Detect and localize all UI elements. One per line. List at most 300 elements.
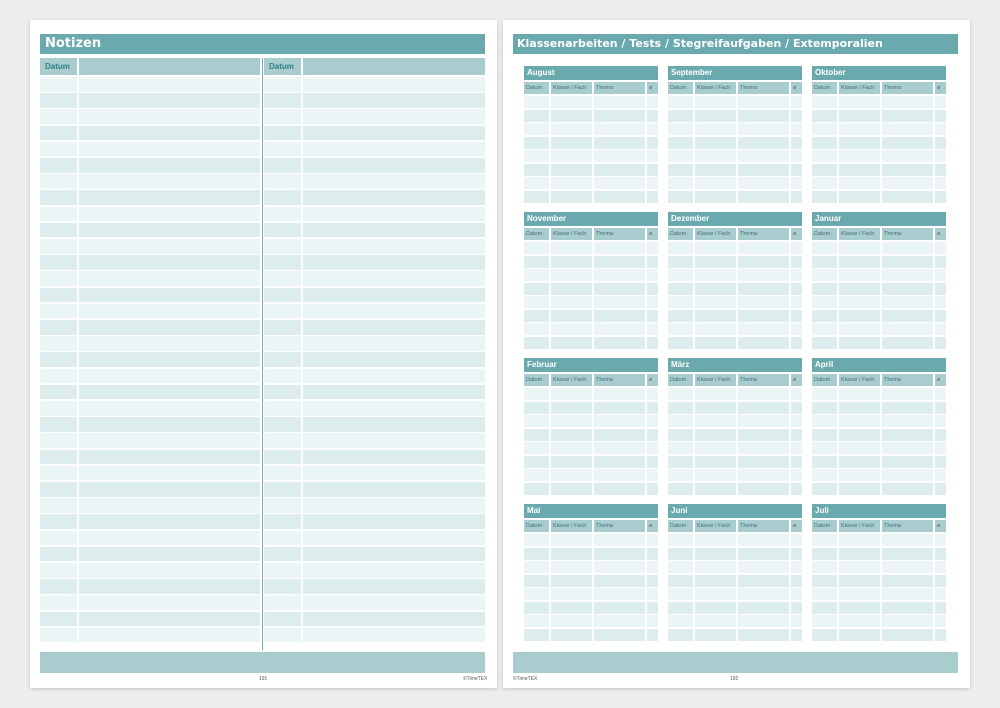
notes-line[interactable] (264, 498, 301, 513)
month-cell[interactable] (738, 456, 789, 468)
month-cell[interactable] (882, 575, 933, 587)
month-cell[interactable] (668, 310, 693, 322)
month-cell[interactable] (524, 242, 549, 254)
month-cell[interactable] (647, 337, 658, 349)
notes-line[interactable] (303, 336, 485, 351)
notes-line[interactable] (40, 158, 77, 173)
month-cell[interactable] (647, 323, 658, 335)
month-cell[interactable] (738, 483, 789, 495)
month-cell[interactable] (812, 402, 837, 414)
month-cell[interactable] (594, 388, 645, 400)
month-cell[interactable] (647, 164, 658, 176)
notes-line[interactable] (40, 190, 77, 205)
month-cell[interactable] (647, 429, 658, 441)
month-cell[interactable] (647, 150, 658, 162)
month-cell[interactable] (738, 137, 789, 149)
month-cell[interactable] (594, 548, 645, 560)
notes-line[interactable] (79, 239, 260, 254)
month-cell[interactable] (551, 388, 592, 400)
month-cell[interactable] (882, 534, 933, 546)
month-cell[interactable] (524, 629, 549, 641)
notes-line[interactable] (40, 498, 77, 513)
notes-line[interactable] (264, 126, 301, 141)
notes-line[interactable] (40, 207, 77, 222)
month-cell[interactable] (882, 548, 933, 560)
month-cell[interactable] (594, 96, 645, 108)
month-cell[interactable] (935, 323, 946, 335)
month-cell[interactable] (839, 150, 880, 162)
month-cell[interactable] (647, 110, 658, 122)
month-cell[interactable] (738, 310, 789, 322)
month-cell[interactable] (882, 561, 933, 573)
month-cell[interactable] (594, 429, 645, 441)
month-cell[interactable] (524, 137, 549, 149)
month-cell[interactable] (524, 534, 549, 546)
month-cell[interactable] (738, 191, 789, 203)
month-cell[interactable] (551, 177, 592, 189)
notes-line[interactable] (303, 466, 485, 481)
month-cell[interactable] (839, 442, 880, 454)
month-cell[interactable] (695, 615, 736, 627)
month-cell[interactable] (695, 388, 736, 400)
month-cell[interactable] (668, 548, 693, 560)
notes-line[interactable] (40, 579, 77, 594)
notes-line[interactable] (79, 369, 260, 384)
month-cell[interactable] (839, 123, 880, 135)
month-cell[interactable] (839, 164, 880, 176)
month-cell[interactable] (935, 150, 946, 162)
month-cell[interactable] (668, 164, 693, 176)
month-cell[interactable] (812, 164, 837, 176)
notes-line[interactable] (303, 271, 485, 286)
month-cell[interactable] (935, 283, 946, 295)
notes-line[interactable] (264, 239, 301, 254)
month-cell[interactable] (812, 575, 837, 587)
month-cell[interactable] (695, 123, 736, 135)
month-cell[interactable] (594, 469, 645, 481)
month-cell[interactable] (812, 534, 837, 546)
month-cell[interactable] (812, 561, 837, 573)
month-cell[interactable] (524, 588, 549, 600)
month-cell[interactable] (791, 469, 802, 481)
notes-line[interactable] (79, 401, 260, 416)
month-cell[interactable] (695, 456, 736, 468)
notes-line[interactable] (303, 433, 485, 448)
month-cell[interactable] (791, 588, 802, 600)
month-cell[interactable] (551, 310, 592, 322)
month-cell[interactable] (647, 177, 658, 189)
month-cell[interactable] (695, 323, 736, 335)
month-cell[interactable] (695, 534, 736, 546)
notes-line[interactable] (40, 482, 77, 497)
month-cell[interactable] (935, 310, 946, 322)
month-cell[interactable] (935, 429, 946, 441)
month-cell[interactable] (882, 123, 933, 135)
notes-line[interactable] (40, 288, 77, 303)
month-cell[interactable] (668, 177, 693, 189)
month-cell[interactable] (738, 588, 789, 600)
notes-line[interactable] (303, 628, 485, 643)
month-cell[interactable] (812, 615, 837, 627)
notes-line[interactable] (40, 531, 77, 546)
notes-line[interactable] (79, 142, 260, 157)
month-cell[interactable] (668, 429, 693, 441)
notes-line[interactable] (79, 466, 260, 481)
month-cell[interactable] (812, 415, 837, 427)
month-cell[interactable] (524, 256, 549, 268)
month-cell[interactable] (668, 402, 693, 414)
month-cell[interactable] (524, 402, 549, 414)
month-cell[interactable] (839, 456, 880, 468)
month-cell[interactable] (935, 337, 946, 349)
notes-line[interactable] (264, 77, 301, 92)
month-cell[interactable] (791, 602, 802, 614)
month-cell[interactable] (935, 123, 946, 135)
month-cell[interactable] (551, 296, 592, 308)
month-cell[interactable] (935, 256, 946, 268)
notes-line[interactable] (303, 288, 485, 303)
month-cell[interactable] (551, 483, 592, 495)
month-cell[interactable] (524, 442, 549, 454)
month-cell[interactable] (839, 191, 880, 203)
month-cell[interactable] (738, 548, 789, 560)
month-cell[interactable] (812, 123, 837, 135)
month-cell[interactable] (647, 191, 658, 203)
month-cell[interactable] (812, 150, 837, 162)
month-cell[interactable] (812, 483, 837, 495)
month-cell[interactable] (738, 561, 789, 573)
month-cell[interactable] (935, 456, 946, 468)
month-cell[interactable] (738, 256, 789, 268)
month-cell[interactable] (695, 296, 736, 308)
notes-line[interactable] (303, 547, 485, 562)
month-cell[interactable] (812, 602, 837, 614)
notes-line[interactable] (264, 109, 301, 124)
month-cell[interactable] (839, 429, 880, 441)
month-cell[interactable] (551, 469, 592, 481)
month-cell[interactable] (812, 137, 837, 149)
month-cell[interactable] (738, 575, 789, 587)
month-cell[interactable] (647, 561, 658, 573)
notes-line[interactable] (303, 612, 485, 627)
month-cell[interactable] (551, 534, 592, 546)
month-cell[interactable] (935, 402, 946, 414)
month-cell[interactable] (738, 442, 789, 454)
month-cell[interactable] (882, 629, 933, 641)
month-cell[interactable] (812, 469, 837, 481)
month-cell[interactable] (839, 242, 880, 254)
notes-line[interactable] (79, 304, 260, 319)
notes-line[interactable] (264, 288, 301, 303)
notes-line[interactable] (79, 93, 260, 108)
notes-line[interactable] (40, 109, 77, 124)
month-cell[interactable] (594, 150, 645, 162)
notes-line[interactable] (264, 482, 301, 497)
month-cell[interactable] (551, 256, 592, 268)
month-cell[interactable] (668, 269, 693, 281)
month-cell[interactable] (935, 534, 946, 546)
month-cell[interactable] (791, 534, 802, 546)
notes-line[interactable] (264, 352, 301, 367)
month-cell[interactable] (524, 456, 549, 468)
notes-line[interactable] (264, 579, 301, 594)
month-cell[interactable] (551, 456, 592, 468)
month-cell[interactable] (791, 310, 802, 322)
month-cell[interactable] (935, 548, 946, 560)
month-cell[interactable] (647, 629, 658, 641)
month-cell[interactable] (594, 177, 645, 189)
notes-line[interactable] (79, 109, 260, 124)
month-cell[interactable] (551, 96, 592, 108)
month-cell[interactable] (812, 456, 837, 468)
month-cell[interactable] (647, 548, 658, 560)
month-cell[interactable] (551, 602, 592, 614)
month-cell[interactable] (738, 296, 789, 308)
month-cell[interactable] (882, 456, 933, 468)
notes-line[interactable] (79, 498, 260, 513)
notes-line[interactable] (79, 223, 260, 238)
notes-line[interactable] (79, 271, 260, 286)
month-cell[interactable] (695, 602, 736, 614)
month-cell[interactable] (594, 483, 645, 495)
month-cell[interactable] (551, 442, 592, 454)
month-cell[interactable] (839, 283, 880, 295)
month-cell[interactable] (791, 337, 802, 349)
month-cell[interactable] (882, 164, 933, 176)
month-cell[interactable] (882, 137, 933, 149)
month-cell[interactable] (551, 123, 592, 135)
month-cell[interactable] (695, 483, 736, 495)
month-cell[interactable] (594, 191, 645, 203)
month-cell[interactable] (935, 164, 946, 176)
month-cell[interactable] (647, 242, 658, 254)
month-cell[interactable] (791, 442, 802, 454)
month-cell[interactable] (668, 283, 693, 295)
notes-line[interactable] (303, 158, 485, 173)
month-cell[interactable] (594, 442, 645, 454)
month-cell[interactable] (839, 402, 880, 414)
notes-line[interactable] (40, 385, 77, 400)
month-cell[interactable] (647, 483, 658, 495)
notes-line[interactable] (264, 336, 301, 351)
month-cell[interactable] (668, 534, 693, 546)
month-cell[interactable] (882, 429, 933, 441)
month-cell[interactable] (695, 150, 736, 162)
month-cell[interactable] (791, 483, 802, 495)
month-cell[interactable] (791, 137, 802, 149)
month-cell[interactable] (738, 388, 789, 400)
month-cell[interactable] (524, 429, 549, 441)
notes-line[interactable] (40, 547, 77, 562)
notes-line[interactable] (79, 563, 260, 578)
month-cell[interactable] (524, 415, 549, 427)
notes-line[interactable] (40, 514, 77, 529)
notes-line[interactable] (303, 174, 485, 189)
notes-line[interactable] (79, 417, 260, 432)
month-cell[interactable] (882, 323, 933, 335)
month-cell[interactable] (791, 242, 802, 254)
month-cell[interactable] (791, 548, 802, 560)
notes-line[interactable] (264, 304, 301, 319)
month-cell[interactable] (524, 269, 549, 281)
month-cell[interactable] (812, 310, 837, 322)
notes-line[interactable] (40, 417, 77, 432)
notes-line[interactable] (303, 239, 485, 254)
month-cell[interactable] (935, 177, 946, 189)
month-cell[interactable] (668, 150, 693, 162)
month-cell[interactable] (812, 269, 837, 281)
month-cell[interactable] (524, 283, 549, 295)
notes-line[interactable] (40, 77, 77, 92)
notes-line[interactable] (40, 433, 77, 448)
month-cell[interactable] (647, 269, 658, 281)
month-cell[interactable] (935, 296, 946, 308)
month-cell[interactable] (695, 337, 736, 349)
month-cell[interactable] (668, 296, 693, 308)
notes-line[interactable] (79, 190, 260, 205)
month-cell[interactable] (524, 561, 549, 573)
month-cell[interactable] (695, 164, 736, 176)
month-cell[interactable] (647, 96, 658, 108)
notes-line[interactable] (303, 450, 485, 465)
month-cell[interactable] (839, 96, 880, 108)
month-cell[interactable] (668, 123, 693, 135)
month-cell[interactable] (551, 415, 592, 427)
month-cell[interactable] (882, 191, 933, 203)
month-cell[interactable] (791, 575, 802, 587)
month-cell[interactable] (551, 137, 592, 149)
month-cell[interactable] (594, 588, 645, 600)
notes-line[interactable] (40, 369, 77, 384)
month-cell[interactable] (738, 242, 789, 254)
month-cell[interactable] (935, 442, 946, 454)
month-cell[interactable] (882, 337, 933, 349)
notes-line[interactable] (79, 450, 260, 465)
month-cell[interactable] (882, 388, 933, 400)
month-cell[interactable] (882, 256, 933, 268)
notes-line[interactable] (264, 158, 301, 173)
month-cell[interactable] (882, 602, 933, 614)
month-cell[interactable] (935, 110, 946, 122)
notes-line[interactable] (79, 531, 260, 546)
month-cell[interactable] (791, 429, 802, 441)
month-cell[interactable] (738, 429, 789, 441)
notes-line[interactable] (40, 93, 77, 108)
month-cell[interactable] (594, 123, 645, 135)
month-cell[interactable] (882, 110, 933, 122)
month-cell[interactable] (839, 269, 880, 281)
month-cell[interactable] (594, 242, 645, 254)
month-cell[interactable] (935, 629, 946, 641)
month-cell[interactable] (839, 629, 880, 641)
month-cell[interactable] (695, 242, 736, 254)
month-cell[interactable] (668, 96, 693, 108)
notes-line[interactable] (79, 320, 260, 335)
notes-line[interactable] (303, 352, 485, 367)
month-cell[interactable] (668, 191, 693, 203)
notes-line[interactable] (264, 385, 301, 400)
month-cell[interactable] (738, 469, 789, 481)
month-cell[interactable] (524, 602, 549, 614)
month-cell[interactable] (839, 310, 880, 322)
month-cell[interactable] (839, 588, 880, 600)
month-cell[interactable] (524, 110, 549, 122)
month-cell[interactable] (695, 429, 736, 441)
month-cell[interactable] (695, 110, 736, 122)
month-cell[interactable] (839, 615, 880, 627)
notes-line[interactable] (264, 628, 301, 643)
notes-line[interactable] (264, 93, 301, 108)
month-cell[interactable] (738, 337, 789, 349)
month-cell[interactable] (812, 442, 837, 454)
month-cell[interactable] (839, 548, 880, 560)
month-cell[interactable] (647, 615, 658, 627)
month-cell[interactable] (668, 615, 693, 627)
notes-line[interactable] (303, 401, 485, 416)
notes-line[interactable] (264, 142, 301, 157)
notes-line[interactable] (79, 628, 260, 643)
month-cell[interactable] (839, 469, 880, 481)
month-cell[interactable] (791, 615, 802, 627)
notes-line[interactable] (40, 271, 77, 286)
month-cell[interactable] (738, 164, 789, 176)
month-cell[interactable] (791, 269, 802, 281)
notes-line[interactable] (264, 547, 301, 562)
month-cell[interactable] (812, 323, 837, 335)
notes-line[interactable] (40, 239, 77, 254)
month-cell[interactable] (791, 456, 802, 468)
month-cell[interactable] (594, 323, 645, 335)
month-cell[interactable] (524, 123, 549, 135)
month-cell[interactable] (791, 150, 802, 162)
notes-line[interactable] (303, 417, 485, 432)
notes-line[interactable] (303, 142, 485, 157)
month-cell[interactable] (791, 402, 802, 414)
month-cell[interactable] (791, 283, 802, 295)
notes-line[interactable] (79, 612, 260, 627)
month-cell[interactable] (791, 110, 802, 122)
notes-line[interactable] (40, 320, 77, 335)
month-cell[interactable] (882, 150, 933, 162)
month-cell[interactable] (551, 615, 592, 627)
month-cell[interactable] (738, 269, 789, 281)
month-cell[interactable] (594, 629, 645, 641)
month-cell[interactable] (524, 164, 549, 176)
notes-line[interactable] (303, 93, 485, 108)
month-cell[interactable] (738, 602, 789, 614)
month-cell[interactable] (738, 177, 789, 189)
month-cell[interactable] (791, 388, 802, 400)
month-cell[interactable] (668, 602, 693, 614)
month-cell[interactable] (524, 469, 549, 481)
notes-line[interactable] (40, 255, 77, 270)
month-cell[interactable] (594, 337, 645, 349)
notes-line[interactable] (79, 547, 260, 562)
month-cell[interactable] (935, 191, 946, 203)
month-cell[interactable] (551, 269, 592, 281)
notes-line[interactable] (79, 174, 260, 189)
month-cell[interactable] (594, 296, 645, 308)
month-cell[interactable] (882, 442, 933, 454)
notes-line[interactable] (303, 109, 485, 124)
month-cell[interactable] (738, 415, 789, 427)
month-cell[interactable] (524, 323, 549, 335)
month-cell[interactable] (812, 177, 837, 189)
month-cell[interactable] (935, 242, 946, 254)
month-cell[interactable] (668, 483, 693, 495)
month-cell[interactable] (668, 469, 693, 481)
month-cell[interactable] (738, 534, 789, 546)
